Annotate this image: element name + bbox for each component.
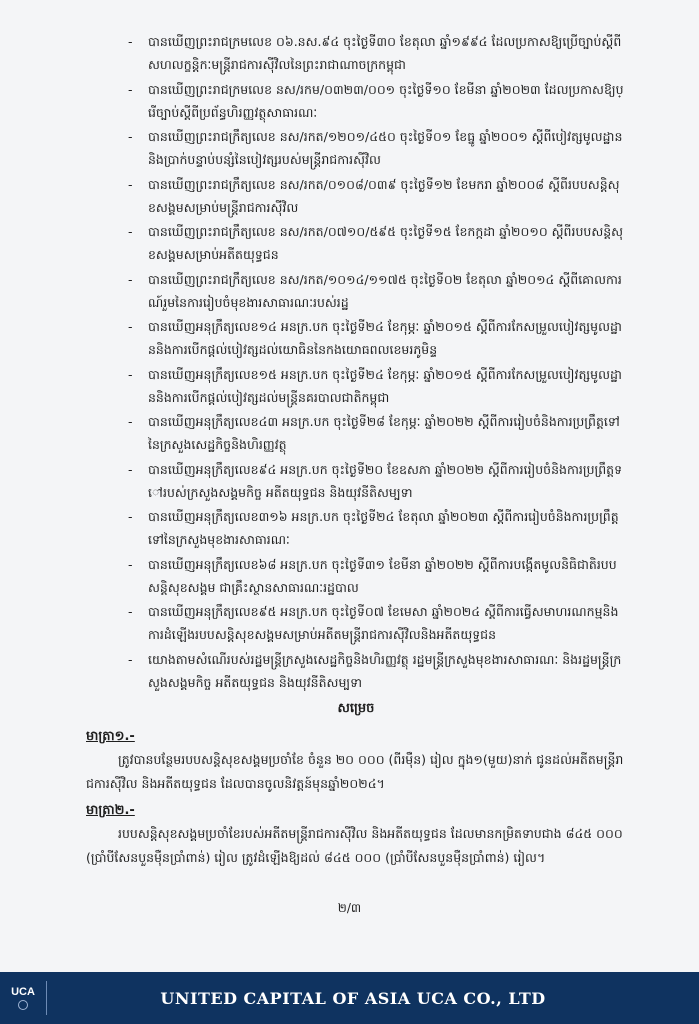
recital-text: បានឃើញអនុក្រឹត្យលេខ១៥ អនក្រ.បក ចុះថ្ងៃទី២៤ ខែកុម្ភៈ ឆ្នាំ២០១៥ ស្តីពីការកែសម្រួលបៀវត្សមូលដ្ឋាននិងការបើកផ្តល់បៀវត្សដល់មន្ត្រីនគរបាលជាតិកម្ពុជា xyxy=(148,366,622,405)
recital-item: - បានឃើញអនុក្រឹត្យលេខ១៥ អនក្រ.បក ចុះថ្ងៃទី២៤ ខែកុម្ភៈ ឆ្នាំ២០១៥ ស្តីពីការកែសម្រួលបៀវត្សមូលដ្ឋាននិងការបើកផ្តល់បៀវត្សដល់មន្ត្រីនគរបាលជាតិកម្ពុជា xyxy=(86,363,626,409)
company-name: UNITED CAPITAL OF ASIA UCA CO., LTD xyxy=(160,988,546,1008)
article-1 xyxy=(86,726,626,796)
logo-emblem-icon xyxy=(18,1000,28,1010)
recital-item: - បានឃើញព្រះរាជក្រមលេខ នស/រកម/០៣២៣/០០១ ចុះថ្ងៃទី១០ ខែមីនា ឆ្នាំ២០២៣ ដែលប្រកាសឱ្យប្រើច្បាប់ស្តីពីប្រព័ន្ធហិរញ្ញវត្ថុសាធារណៈ xyxy=(86,78,626,124)
article-body: ត្រូវបានបន្ថែមរបបសន្តិសុខសង្គមប្រចាំខែ ចំនួន ២០ ០០០ (ពីរម៉ឺន) រៀល ក្នុង១(មួយ)នាក់ ជូនដល់អតីតមន្ត្រីរាជការស៊ីវិល និងអតីតយុទ្ធជន ដែលបានចូលនិវត្តន៍មុនឆ្នាំ២០២៤។ xyxy=(86,751,624,791)
article-heading: មាត្រា២.- xyxy=(86,802,135,818)
decision-heading: សម្រេច xyxy=(337,700,375,716)
article-2 xyxy=(86,800,626,870)
recital-text: បានឃើញអនុក្រឹត្យលេខ១៤ អនក្រ.បក ចុះថ្ងៃទី២៤ ខែកុម្ភៈ ឆ្នាំ២០១៥ ស្តីពីការកែសម្រួលបៀវត្សមូលដ្ឋាននិងការបើកផ្តល់បៀវត្សដល់យោធិននៃកងយោធពលខេមរភូមិន្ទ xyxy=(148,319,622,357)
recital-text: បានឃើញអនុក្រឹត្យលេខ៩៤ អនក្រ.បក ចុះថ្ងៃទី២០ ខែឧសភា ឆ្នាំ២០២២ ស្តីពីការរៀបចំនិងការប្រព្រឹត្តទៅរបស់ក្រសួងសង្គមកិច្ច អតីតយុទ្ធជន និងយុវនីតិសម្បទា xyxy=(148,461,623,500)
logo-text: UCA xyxy=(11,986,35,998)
recital-item: - បានឃើញព្រះរាជក្រឹត្យលេខ នស/រកត/០៧១០/៥៩៥ ចុះថ្ងៃទី១៥ ខែកក្កដា ឆ្នាំ២០១០ ស្តីពីរបបសន្តិសុខសង្គមសម្រាប់អតីតយុទ្ធជន xyxy=(86,220,626,266)
article-body: របបសន្តិសុខសង្គមប្រចាំខែរបស់អតីតមន្ត្រីរាជការស៊ីវិល និងអតីតយុទ្ធជន ដែលមានកម្រិតទាបជាង ៨៤៥ ០០០ (ប្រាំបីសែនបួនម៉ឺនប្រាំពាន់) រៀល ត្រូវដំឡើងឱ្យដល់ ៨៤៥ ០០០ (ប្រាំបីសែនបួនម៉ឺនប្រាំពាន់) រៀល។ xyxy=(86,825,623,865)
article-heading: មាត្រា១.- xyxy=(86,728,135,744)
recital-item: - បានឃើញព្រះរាជក្រឹត្យលេខ នស/រកត/១០១៤/១១៧៥ ចុះថ្ងៃទី០២ ខែតុលា ឆ្នាំ២០១៤ ស្តីពីគោលការណ៍រួមនៃការរៀបចំមុខងារសាធារណៈរបស់រដ្ឋ xyxy=(86,268,626,314)
page-number: ២/៣ xyxy=(337,901,362,915)
recital-item: - បានឃើញព្រះរាជក្រមលេខ ០៦.នស.៩៤ ចុះថ្ងៃទី៣០ ខែតុលា ឆ្នាំ១៩៩៤ ដែលប្រកាសឱ្យប្រើច្បាប់ស្តីពីសហលក្ខន្តិកៈមន្រ្តីរាជការស៊ីវិលនៃព្រះរាជាណាចក្រកម្ពុជា xyxy=(86,30,626,76)
recital-text: បានឃើញអនុក្រឹត្យលេខ៣១៦ អនក្រ.បក ចុះថ្ងៃទី២៤ ខែតុលា ឆ្នាំ២០២៣ ស្តីពីការរៀបចំនិងការប្រព្រឹត្តទៅនៃក្រសួងមុខងារសាធារណៈ xyxy=(148,509,619,547)
recital-item: - បានឃើញអនុក្រឹត្យលេខ៩៤ អនក្រ.បក ចុះថ្ងៃទី២០ ខែឧសភា ឆ្នាំ២០២២ ស្តីពីការរៀបចំនិងការប្រព្រឹត្តទៅរបស់ក្រសួងសង្គមកិច្ច អតីតយុទ្ធជន និងយុវនីតិសម្បទា xyxy=(86,458,626,504)
recital-item: - បានឃើញអនុក្រឹត្យលេខ៣១៦ អនក្រ.បក ចុះថ្ងៃទី២៤ ខែតុលា ឆ្នាំ២០២៣ ស្តីពីការរៀបចំនិងការប្រព្រឹត្តទៅនៃក្រសួងមុខងារសាធារណៈ xyxy=(86,505,626,551)
recital-text: បានឃើញព្រះរាជក្រឹត្យលេខ នស/រកត/០៧១០/៥៩៥ ចុះថ្ងៃទី១៥ ខែកក្កដា ឆ្នាំ២០១០ ស្តីពីរបបសន្តិសុខសង្គមសម្រាប់អតីតយុទ្ធជន xyxy=(148,224,624,262)
footer-bar xyxy=(0,972,699,1024)
recital-text: បានឃើញព្រះរាជក្រឹត្យលេខ នស/រកត/០១០៨/០៣៩ ចុះថ្ងៃទី១២ ខែមករា ឆ្នាំ២០០៨ ស្តីពីរបបសន្តិសុខសង្គមសម្រាប់មន្ត្រីរាជការស៊ីវិល xyxy=(148,176,620,215)
recital-item: - បានឃើញអនុក្រឹត្យលេខ៦៨ អនក្រ.បក ចុះថ្ងៃទី៣១ ខែមីនា ឆ្នាំ២០២២ ស្តីពីការបង្កើតមូលនិធិជាតិរបបសន្តិសុខសង្គម ជាគ្រឹះស្ថានសាធារណៈរដ្ឋបាល xyxy=(86,553,626,599)
recital-list xyxy=(86,30,626,694)
recital-text: បានឃើញអនុក្រឹត្យលេខ៩៥ អនក្រ.បក ចុះថ្ងៃទី០៧ ខែមេសា ឆ្នាំ២០២៤ ស្តីពីការធ្វើសមាហរណកម្មនិងការដំឡើងរបបសន្តិសុខសង្គមសម្រាប់អតីតមន្ត្រីរាជការស៊ីវិលនិងអតីតយុទ្ធជន xyxy=(148,604,619,642)
recital-text: បានឃើញព្រះរាជក្រមលេខ នស/រកម/០៣២៣/០០១ ចុះថ្ងៃទី១០ ខែមីនា ឆ្នាំ២០២៣ ដែលប្រកាសឱ្យប្រើច្បាប់ស្តីពីប្រព័ន្ធហិរញ្ញវត្ថុសាធារណៈ xyxy=(148,81,624,120)
recital-text: បានឃើញព្រះរាជក្រមលេខ ០៦.នស.៩៤ ចុះថ្ងៃទី៣០ ខែតុលា ឆ្នាំ១៩៩៤ ដែលប្រកាសឱ្យប្រើច្បាប់ស្តីពីសហលក្ខន្តិកៈមន្រ្តីរាជការស៊ីវិលនៃព្រះរាជាណាចក្រកម្ពុជា xyxy=(148,34,622,72)
recital-text: បានឃើញព្រះរាជក្រឹត្យលេខ នស/រកត/១២០១/៤៥០ ចុះថ្ងៃទី០១ ខែធ្នូ ឆ្នាំ២០០១ ស្តីពីបៀវត្សមូលដ្ឋាននិងប្រាក់បន្ទាប់បន្សំនៃបៀវត្សរបស់មន្ត្រីរាជការស៊ីវិល xyxy=(148,129,623,167)
recital-text: បានឃើញអនុក្រឹត្យលេខ៤៣ អនក្រ.បក ចុះថ្ងៃទី២៨ ខែកុម្ភៈ ឆ្នាំ២០២២ ស្តីពីការរៀបចំនិងការប្រព្រឹត្តទៅនៃក្រសួងសេដ្ឋកិច្ចនិងហិរញ្ញវត្ថុ xyxy=(148,414,620,452)
document-content xyxy=(86,30,626,874)
recital-item: - បានឃើញអនុក្រឹត្យលេខ៤៣ អនក្រ.បក ចុះថ្ងៃទី២៨ ខែកុម្ភៈ ឆ្នាំ២០២២ ស្តីពីការរៀបចំនិងការប្រព្រឹត្តទៅនៃក្រសួងសេដ្ឋកិច្ចនិងហិរញ្ញវត្ថុ xyxy=(86,410,626,456)
recital-text: បានឃើញព្រះរាជក្រឹត្យលេខ នស/រកត/១០១៤/១១៧៥ ចុះថ្ងៃទី០២ ខែតុលា ឆ្នាំ២០១៤ ស្តីពីគោលការណ៍រួមនៃការរៀបចំមុខងារសាធារណៈរបស់រដ្ឋ xyxy=(148,271,622,310)
recital-item: - យោងតាមសំណើរបស់រដ្ឋមន្ត្រីក្រសួងសេដ្ឋកិច្ចនិងហិរញ្ញវត្ថុ រដ្ឋមន្ត្រីក្រសួងមុខងារសាធារណៈ និងរដ្ឋមន្ត្រីក្រសួងសង្គមកិច្ច អតីតយុទ្ធជន និងយុវនីតិសម្បទា xyxy=(86,648,626,694)
company-logo xyxy=(8,981,47,1015)
recital-item: - បានឃើញអនុក្រឹត្យលេខ១៤ អនក្រ.បក ចុះថ្ងៃទី២៤ ខែកុម្ភៈ ឆ្នាំ២០១៥ ស្តីពីការកែសម្រួលបៀវត្សមូលដ្ឋាននិងការបើកផ្តល់បៀវត្សដល់យោធិននៃកងយោធពលខេមរភូមិន្ទ xyxy=(86,315,626,361)
recital-text: បានឃើញអនុក្រឹត្យលេខ៦៨ អនក្រ.បក ចុះថ្ងៃទី៣១ ខែមីនា ឆ្នាំ២០២២ ស្តីពីការបង្កើតមូលនិធិជាតិរបបសន្តិសុខសង្គម ជាគ្រឹះស្ថានសាធារណៈរដ្ឋបាល xyxy=(148,556,617,595)
recital-item: - បានឃើញអនុក្រឹត្យលេខ៩៥ អនក្រ.បក ចុះថ្ងៃទី០៧ ខែមេសា ឆ្នាំ២០២៤ ស្តីពីការធ្វើសមាហរណកម្មនិងការដំឡើងរបបសន្តិសុខសង្គមសម្រាប់អតីតមន្ត្រីរាជការស៊ីវិលនិងអតីតយុទ្ធជន xyxy=(86,600,626,646)
recital-text: យោងតាមសំណើរបស់រដ្ឋមន្ត្រីក្រសួងសេដ្ឋកិច្ចនិងហិរញ្ញវត្ថុ រដ្ឋមន្ត្រីក្រសួងមុខងារសាធារណៈ និងរដ្ឋមន្ត្រីក្រសួងសង្គមកិច្ច អតីតយុទ្ធជន និងយុវនីតិសម្បទា xyxy=(148,651,622,690)
recital-item: - បានឃើញព្រះរាជក្រឹត្យលេខ នស/រកត/០១០៨/០៣៩ ចុះថ្ងៃទី១២ ខែមករា ឆ្នាំ២០០៨ ស្តីពីរបបសន្តិសុខសង្គមសម្រាប់មន្ត្រីរាជការស៊ីវិល xyxy=(86,173,626,219)
recital-item: - បានឃើញព្រះរាជក្រឹត្យលេខ នស/រកត/១២០១/៤៥០ ចុះថ្ងៃទី០១ ខែធ្នូ ឆ្នាំ២០០១ ស្តីពីបៀវត្សមូលដ្ឋាននិងប្រាក់បន្ទាប់បន្សំនៃបៀវត្សរបស់មន្ត្រីរាជការស៊ីវិល xyxy=(86,125,626,171)
